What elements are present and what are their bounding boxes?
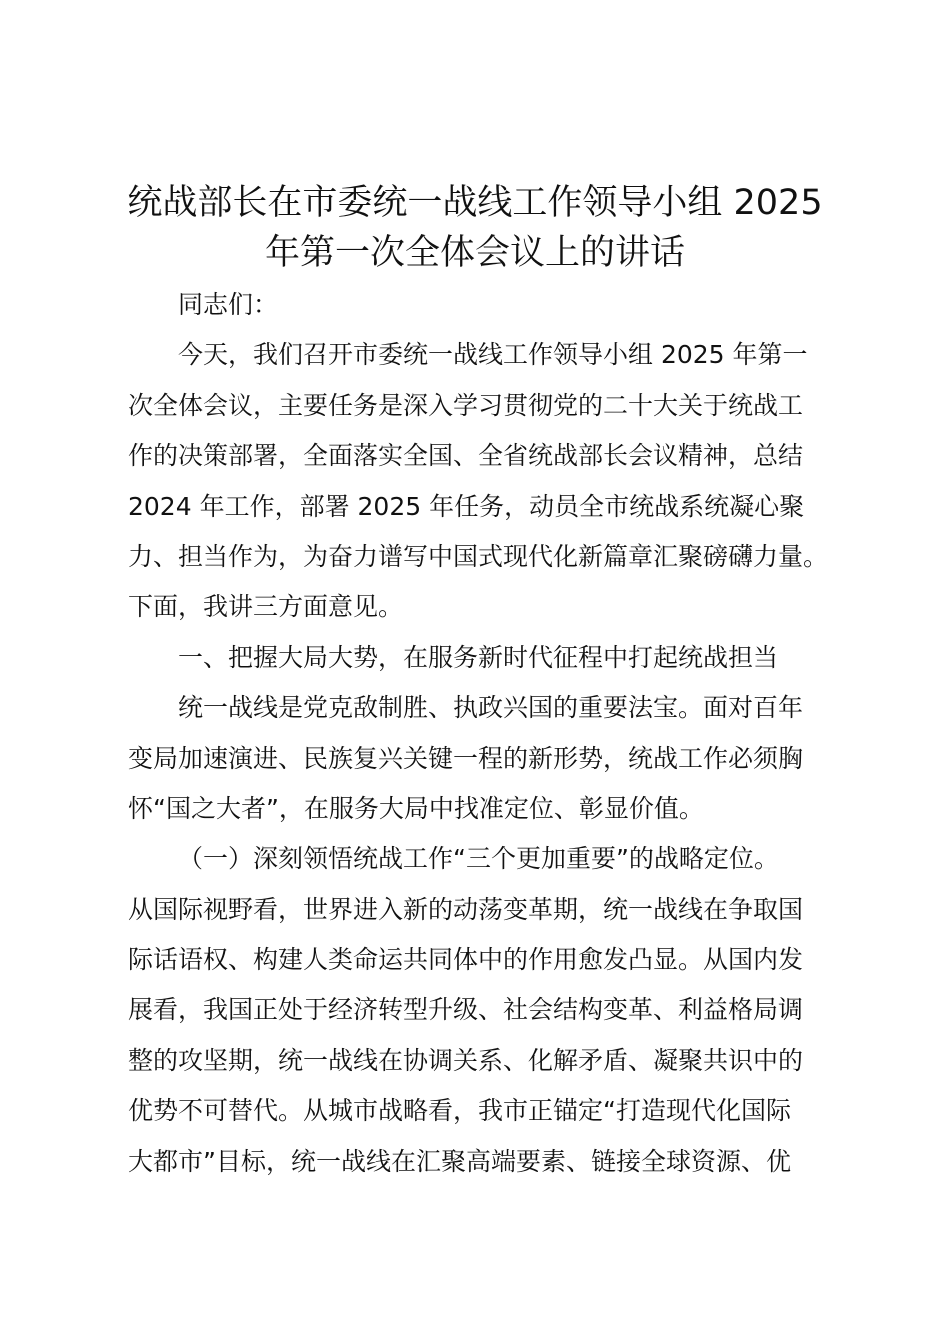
- paragraph-line: 怀“国之大者”，在服务大局中找准定位、彰显价值。: [128, 793, 704, 823]
- paragraph-line: 际话语权、构建人类命运共同体中的作用愈发凸显。从国内发: [128, 945, 804, 975]
- section-heading: 一、把握大局大势，在服务新时代征程中打起统战担当: [178, 642, 779, 672]
- title-line-1: 统战部长在市委统一战线工作领导小组 2025: [127, 183, 823, 223]
- document-body: [128, 280, 843, 1187]
- paragraph-line: 优势不可替代。从城市战略看，我市正锚定“打造现代化国际: [128, 1096, 791, 1126]
- paragraph-line: 2024 年工作，部署 2025 年任务，动员全市统战系统凝心聚: [128, 491, 805, 521]
- subsection-heading: （一）深刻领悟统战工作“三个更加重要”的战略定位。: [178, 844, 779, 874]
- paragraph-line: 展看，我国正处于经济转型升级、社会结构变革、利益格局调: [128, 995, 804, 1025]
- paragraph-line: 下面，我讲三方面意见。: [128, 592, 404, 622]
- salutation: 同志们：: [178, 290, 279, 319]
- paragraph-line: 作的决策部署，全面落实全国、全省统战部长会议精神，总结: [128, 441, 804, 471]
- paragraph-line: 大都市”目标，统一战线在汇聚高端要素、链接全球资源、优: [128, 1146, 791, 1176]
- title-line-2: 年第一次全体会议上的讲话: [264, 233, 685, 273]
- paragraph-line: 统一战线是党克敌制胜、执政兴国的重要法宝。面对百年: [178, 693, 804, 723]
- paragraph-line: 力、担当作为，为奋力谱写中国式现代化新篇章汇聚磅礴力量。: [128, 541, 829, 571]
- paragraph-line: 次全体会议，主要任务是深入学习贯彻党的二十大关于统战工: [128, 390, 804, 420]
- document-title: [100, 178, 850, 278]
- paragraph-line: 从国际视野看，世界进入新的动荡变革期，统一战线在争取国: [128, 894, 804, 924]
- paragraph-line: 整的攻坚期，统一战线在协调关系、化解矛盾、凝聚共识中的: [128, 1045, 804, 1075]
- paragraph-line: 今天，我们召开市委统一战线工作领导小组 2025 年第一: [178, 340, 808, 370]
- paragraph-line: 变局加速演进、民族复兴关键一程的新形势，统战工作必须胸: [128, 743, 804, 773]
